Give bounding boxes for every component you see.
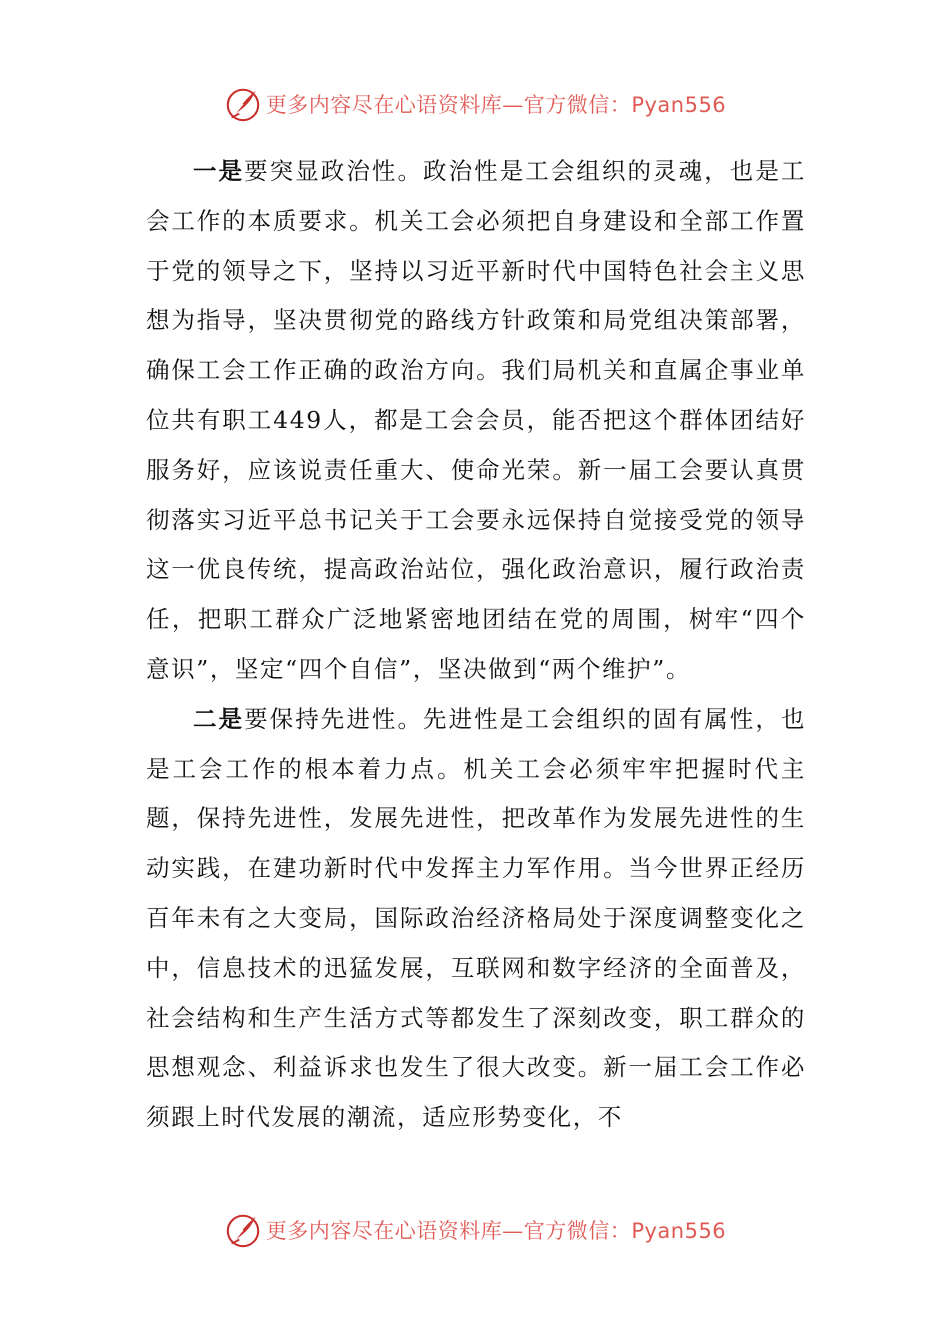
watermark-wechat-id: Pyan556 [631,1219,727,1243]
watermark-header [0,82,950,126]
watermark-wechat-id: Pyan556 [631,93,727,117]
paragraph-1 [146,147,806,695]
paragraph-2-text: 要保持先进性。先进性是工会组织的固有属性，也是工会工作的根本着力点。机关工会必须牢牢把握时代主题，保持先进性，发展先进性，把改革作为发展先进性的生动实践，在建功新时代中发挥主力军作用。当今世界正经历百年未有之大变局，国际政治经济格局处于深度调整变化之中，信息技术的迅猛发展，互联网和数字经济的全面普及，社会结构和生产生活方式等都发生了深刻改变，职工群众的思想观念、利益诉求也发生了很大改变。新一届工会工作必须跟上时代发展的潮流，适应形势变化，不 [146,704,806,1132]
watermark-text [266,1215,726,1245]
watermark-footer [0,1208,950,1252]
watermark-label: 更多内容尽在心语资料库—官方微信： [265,1219,632,1243]
watermark-text [266,89,726,119]
paragraph-1-lead: 一是 [193,157,245,185]
paragraph-1-text: 要突显政治性。政治性是工会组织的灵魂，也是工会工作的本质要求。机关工会必须把自身建设和全部工作置于党的领导之下，坚持以习近平新时代中国特色社会主义思想为指导，坚决贯彻党的路线方针政策和局党组决策部署，确保工会工作正确的政治方向。我们局机关和直属企事业单位共有职工449人，都是工会会员，能否把这个群体团结好服务好，应该说责任重大、使命光荣。新一届工会要认真贯彻落实习近平总书记关于工会要永远保持自觉接受党的领导这一优良传统，提高政治站位，强化政治意识，履行政治责任，把职工群众广泛地紧密地团结在党的周围，树牢“四个意识”，坚定“四个自信”，坚决做到“两个维护”。 [146,157,806,683]
watermark-label: 更多内容尽在心语资料库—官方微信： [265,93,632,117]
paragraph-2 [146,695,806,1143]
quill-logo-icon [224,85,262,123]
document-body [146,147,806,1143]
quill-logo-icon [224,1211,262,1249]
paragraph-2-lead: 二是 [193,704,245,733]
